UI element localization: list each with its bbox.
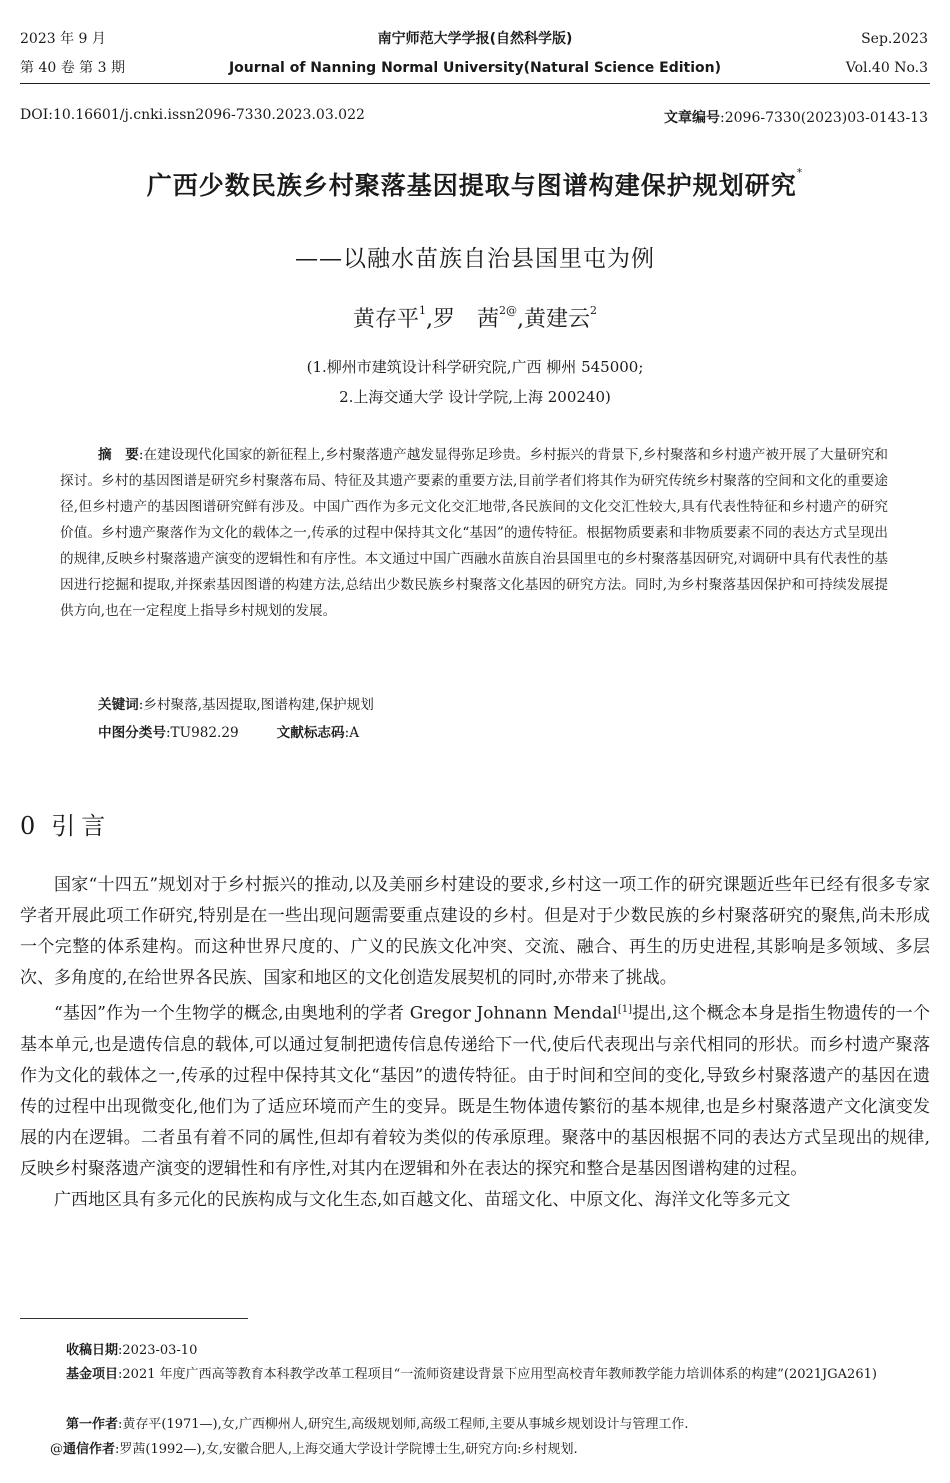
author-sup: 1: [418, 304, 426, 317]
paragraph-part: “基因”作为一个生物学的概念,由奥地利的学者 Gregor Johnann Mendal: [54, 1003, 618, 1024]
author-sep: ,: [517, 307, 524, 332]
header-date-en: Sep.2023: [861, 31, 928, 47]
title-mark: *: [796, 166, 804, 179]
doc-code-value: :A: [344, 725, 360, 741]
title-text: 广西少数民族乡村聚落基因提取与图谱构建保护规划研究: [146, 171, 797, 200]
section-heading: [20, 806, 111, 841]
header-journal-en: Journal of Nanning Normal University(Natural Science Edition): [228, 60, 722, 76]
received-value: :2023-03-10: [118, 1343, 198, 1358]
author-sup: 2: [590, 304, 598, 317]
paragraph: [20, 994, 930, 1185]
abstract: [60, 442, 888, 624]
article-number-value: :2096-7330(2023)03-0143-13: [720, 110, 928, 126]
footnote-rule: [20, 1318, 248, 1319]
author-name: 罗 茜: [432, 307, 499, 332]
first-author-value: :黄存平(1971—),女,广西柳州人,研究生,高级规划师,高级工程师,主要从事城乡规划设计与管理工作.: [118, 1417, 689, 1432]
header-journal-cn: 南宁师范大学学报(自然科学版): [377, 31, 573, 47]
paragraph-part: 提出,这个概念本身是指生物遗传的一个基本单元,也是遗传信息的载体,可以通过复制把遗传信息传递给下一代,使后代表现出与亲代相同的形状。而乡村遗产聚落作为文化的载体之一,传承的过程中保持其文化“基因”的遗传特征。由于时间和空间的变化,导致乡村聚落遗产的基因在遗传的过程中出现微变化,他们为了适应环境而产生的变异。既是生物体遗传繁衍的基本规律,也是乡村聚落遗产文化演变发展的内在逻辑。二者虽有着不同的属性,但却有着较为类似的传承原理。聚落中的基因根据不同的表达方式呈现出的规律,反映乡村聚落遗产演变的逻辑性和有序性,对其内在逻辑和外在表达的探究和整合是基因图谱构建的过程。: [20, 1003, 931, 1179]
affiliation-2: 2.上海交通大学 设计学院,上海 200240): [339, 388, 611, 406]
header-rule: [20, 83, 930, 84]
author-name: 黄存平: [352, 307, 419, 332]
abstract-text: :在建设现代化国家的新征程上,乡村聚落遗产越发显得弥足珍贵。乡村振兴的背景下,乡村聚落和乡村遗产被开展了大量研究和探讨。乡村的基因图谱是研究乡村聚落布局、特征及其遗产要素的重要方法,目前学者们将其作为研究传统乡村聚落的空间和文化的重要途径,但乡村遗产的基因图谱研究鲜有涉及。中国广西作为多元文化交汇地带,各民族间的文化交汇性较大,具有代表性特征和乡村遗产的研究价值。乡村遗产聚落作为文化的载体之一,传承的过程中保持其文化“基因”的遗传特征。根据物质要素和非物质要素不同的表达方式呈现出的规律,反映乡村聚落遗产演变的逻辑性和有序性。本文通过中国广西融水苗族自治县国里屯的乡村聚落基因研究,对调研中具有代表性的基因进行挖掘和提取,并探索基因图谱的构建方法,总结出少数民族乡村聚落文化基因的研究方法。同时,为乡村聚落基因保护和可持续发展提供方向,也在一定程度上指导乡村规划的发展。: [60, 447, 889, 619]
affiliation-1: (1.柳州市建筑设计科学研究院,广西 柳州 545000;: [306, 358, 644, 376]
section-number: 0: [20, 812, 42, 840]
footnote-corresponding: [50, 1439, 578, 1461]
article-number-label: 文章编号: [664, 110, 721, 126]
keywords-label: 关键词: [98, 697, 139, 713]
keywords-text: :乡村聚落,基因提取,图谱构建,保护规划: [138, 697, 374, 713]
paragraph: 国家“十四五”规划对于乡村振兴的推动,以及美丽乡村建设的要求,乡村这一项工作的研究课题近些年已经有很多专家学者开展此项工作研究,特别是在一些出现问题需要重点建设的乡村。但是对于少数民族的乡村聚落研究的聚焦,尚未形成一个完整的体系建构。而这种世界尺度的、广义的民族文化冲突、交流、融合、再生的历史进程,其影响是多领域、多层次、多角度的,在给世界各民族、国家和地区的文化创造发展契机的同时,亦带来了挑战。: [20, 875, 930, 988]
clc-value: :TU982.29: [165, 725, 239, 741]
clc-label: 中图分类号: [98, 725, 166, 741]
doc-code-label: 文献标志码: [276, 725, 345, 741]
author-sep: ,: [425, 307, 433, 332]
received-label: 收稿日期: [66, 1343, 119, 1358]
fund-value: :2021 年度广西高等教育本科教学改革工程项目“一流师资建设背景下应用型高校青年教师教学能力培训体系的构建”(2021JGA261): [118, 1367, 877, 1382]
paper-title: [0, 166, 950, 202]
corr-value: :罗茜(1992—),女,安徽合肥人,上海交通大学设计学院博士生,研究方向:乡村规划.: [115, 1442, 578, 1457]
corr-label: 通信作者: [63, 1442, 116, 1457]
corr-mark: @: [50, 1442, 63, 1457]
article-number: [664, 107, 928, 127]
doi: DOI:10.16601/j.cnki.issn2096-7330.2023.03.022: [20, 107, 365, 123]
footnote-first-author: [66, 1414, 689, 1436]
author-sup: 2@: [499, 304, 517, 317]
header-volume-cn: 第 40 卷 第 3 期: [20, 60, 125, 76]
citation-ref: [1]: [617, 1004, 633, 1015]
author-name: 黄建云: [524, 307, 591, 332]
section-title: 引言: [51, 812, 112, 840]
footnote-fund: [66, 1364, 932, 1386]
header-volume-en: Vol.40 No.3: [845, 60, 928, 76]
footnote-received: [66, 1340, 197, 1362]
paper-subtitle: ——以融水苗族自治县国里屯为例: [295, 246, 655, 272]
fund-label: 基金项目: [66, 1367, 119, 1382]
abstract-label: 摘 要: [98, 447, 139, 463]
classification: [98, 721, 359, 741]
header-date-cn: 2023 年 9 月: [20, 31, 106, 47]
paragraph: 广西地区具有多元化的民族构成与文化生态,如百越文化、苗瑶文化、中原文化、海洋文化等多元文: [54, 1189, 791, 1210]
body-text: [20, 870, 930, 1216]
keywords: [98, 693, 374, 713]
first-author-label: 第一作者: [66, 1417, 119, 1432]
author-list: [0, 302, 950, 333]
